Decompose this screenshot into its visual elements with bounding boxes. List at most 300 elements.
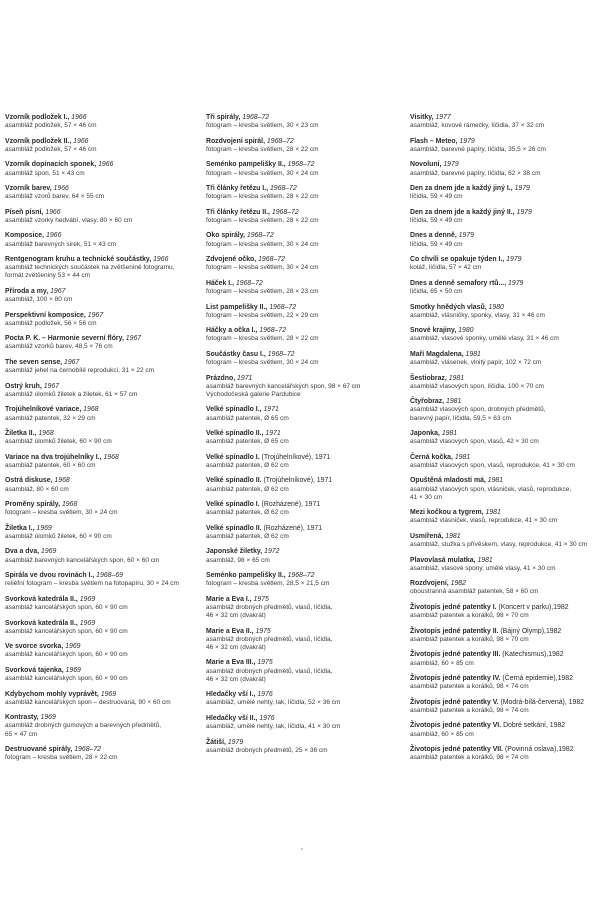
entry-title-line: Den za dnem jde a každý jiný I., 1979: [410, 185, 530, 193]
entry-year: 1968–72: [269, 303, 297, 311]
catalogue-entry: [5, 643, 197, 659]
entry-description: asambláž patentek a korálků, 98 × 74 cm: [410, 754, 529, 762]
entry-year: 1968–72: [259, 327, 287, 335]
catalogue-entry: [206, 209, 406, 225]
entry-year: 1976: [257, 691, 273, 699]
catalogue-entry: [5, 691, 197, 707]
entry-description: asambláž podložek, 56 × 56 cm: [5, 319, 97, 327]
entry-description: asambláž barevných sirek, 51 × 43 cm: [5, 240, 117, 248]
entry-title: Marie a Eva III.: [206, 659, 254, 667]
entry-subtitle: Dobré setkání, 1982: [503, 722, 566, 730]
entry-description: asambláž kancelářských spon, 60 × 90 cm: [5, 604, 128, 612]
entry-title-line: Seménko pampelišky II., 1968–72: [206, 572, 315, 580]
entry-subtitle: (Bájný Olymp),1982: [500, 627, 562, 635]
entry-description: asambláž, vlásenek, vlnitý papír, 102 × 72 cm: [410, 359, 542, 367]
entry-title: Den za dnem jde a každý jiný I.: [410, 185, 511, 193]
entry-title-line: Čtyřobraz, 1981: [410, 398, 462, 406]
entry-description: fotogram – kresba světlem, 28 × 22 cm: [206, 335, 319, 343]
catalogue-entry: [5, 714, 197, 738]
catalogue-entry: [410, 351, 598, 367]
catalogue-entry: [206, 375, 406, 399]
entry-subtitle: (Katechismus),1982: [502, 651, 564, 659]
catalogue-entry: [410, 138, 598, 154]
entry-title-line: Rentgenogram kruhu a technické součástky, 1966: [5, 256, 169, 264]
entry-title: Rozdvojení spirál: [206, 137, 264, 145]
catalogue-entry: [410, 509, 598, 525]
entry-title: Oko spirály: [206, 232, 244, 240]
entry-subtitle: (Povinná oslava),1982: [504, 746, 574, 754]
entry-title-line: Háčky a očka I., 1968–72: [206, 327, 287, 335]
entry-title: Marie a Eva I.: [206, 595, 250, 603]
entry-description: asambláž jehel na černobílé reprodukci, 31 × 22 cm: [5, 367, 155, 375]
entry-title-line: Smotky hnědých vlasů, 1980: [410, 303, 504, 311]
entry-year: 1980: [458, 327, 474, 335]
entry-title-line: Ostrá diskuse, 1968: [5, 477, 70, 485]
entry-title-line: Žiletka II., 1968: [5, 430, 54, 438]
entry-title: Příroda a my: [5, 287, 47, 295]
entry-title-line: Ostrý kruh, 1967: [5, 382, 60, 390]
entry-description: oboustranná asambláž patentek, 58 × 60 cm: [410, 588, 539, 596]
entry-title-line: Prázdno, 1971: [206, 374, 253, 382]
entry-year: 1968–72: [246, 232, 274, 240]
entry-year: 1977: [435, 114, 451, 121]
catalogue-entry: [5, 288, 197, 304]
entry-title: Variace na dva trojúhelníky I.: [5, 453, 100, 461]
catalogue-entry: [206, 232, 406, 248]
catalogue-entry: [206, 628, 406, 652]
entry-description: asambláž patentek a korálků, 98 × 74 cm: [410, 683, 529, 691]
entry-year: 1981: [465, 350, 481, 358]
entry-title: Vzorník podložek II.: [5, 137, 70, 145]
entry-year: 1968: [83, 406, 99, 414]
entry-title-line: Flash – Meteo, 1979: [410, 137, 475, 145]
entry-title: Svorková tajenka: [5, 666, 62, 674]
catalogue-entry: [5, 620, 197, 636]
catalogue-entry: [206, 501, 406, 517]
entry-title-line: Snové krajiny, 1980: [410, 327, 474, 335]
entry-year: 1968: [54, 477, 70, 485]
entry-title: Dnes a denně: [410, 232, 455, 240]
entry-description: asambláž úlomků žiletek, 60 × 90 cm: [5, 532, 112, 540]
entry-description: koláž, líčidla, 57 × 42 cm: [410, 264, 482, 272]
catalogue-entry: [206, 161, 406, 177]
entry-description: 46 × 32 cm (dvakrát): [206, 643, 266, 651]
entry-title: Maří Magdalena: [410, 350, 462, 358]
entry-description: asambláž podložek, 57 × 46 cm: [5, 122, 97, 130]
entry-year: 1968: [103, 453, 119, 461]
catalogue-entry: [410, 232, 598, 248]
entry-title-line: Šestiobraz, 1981: [410, 374, 465, 382]
entry-title-line: Opuštěná mladosti má, 1981: [410, 477, 504, 485]
entry-year: 1981: [448, 374, 465, 382]
entry-year: 1981: [445, 532, 461, 540]
entry-description: fotogram – kresba světlem, 30 × 24 cm: [206, 359, 319, 367]
entry-title: Životopis jedné patentky II.: [410, 627, 499, 635]
entry-year: 1979: [459, 137, 475, 145]
entry-subtitle: (Rozházené), 1971: [263, 524, 323, 532]
entry-title-line: Perspektivní komposice, 1967: [5, 311, 104, 319]
entry-year: 1966: [71, 114, 87, 121]
entry-title-line: [410, 675, 598, 683]
entry-title-line: Hledačky vší II., 1976: [206, 714, 275, 722]
entry-description: asambláž technických součástek na zvětšenině fotogramu,: [5, 264, 175, 272]
page-dot: [301, 848, 303, 850]
entry-title: Velké spínadlo I.: [206, 406, 260, 414]
entry-description: fotogram – kresba světlem, 28 × 22 cm: [206, 193, 319, 201]
entry-year: 1979: [458, 232, 474, 240]
entry-subtitle: (Koncert v parku),1982: [498, 603, 569, 611]
entry-title: Svorková katedrála II.: [5, 619, 76, 627]
entry-title: Destruované spirály: [5, 746, 71, 754]
entry-description: fotogram – kresba světlem, 28 × 23 cm: [206, 288, 319, 296]
entry-title: Den za dnem jde a každý jiný II.: [410, 208, 513, 216]
entry-title: Životopis jedné patentky VII.: [410, 746, 504, 754]
entry-title-line: Proměny spirály, 1968: [5, 501, 78, 509]
entry-title-line: [206, 477, 406, 485]
entry-title-line: Komposice, 1966: [5, 232, 62, 240]
entry-title: Visitky: [410, 114, 432, 121]
entry-description: líčidla, 59 × 49 cm: [410, 240, 463, 248]
entry-year: 1976: [259, 714, 275, 722]
catalogue-entry: [5, 185, 197, 201]
entry-title-line: Rozdvojení, 1982: [410, 580, 466, 588]
entry-description: formát zvětšeniny 53 × 44 cm: [5, 272, 91, 280]
entry-description: fotogram – kresba světlem, 28 × 22 cm: [206, 145, 319, 153]
entry-title: Tři články řetězu I.: [206, 185, 267, 193]
catalogue-entry: [206, 185, 406, 201]
entry-year: 1981: [454, 453, 471, 461]
entry-title-line: Háček I., 1968–72: [206, 279, 263, 287]
entry-title: Plavovlasá mulatka: [410, 556, 474, 564]
entry-title-line: Příroda a my, 1967: [5, 287, 66, 295]
entry-title: Proměny spirály: [5, 501, 59, 509]
entry-title: Životopis jedné patentky I.: [410, 603, 497, 611]
entry-year: 1966: [46, 232, 62, 240]
entry-title-line: Píseň písní, 1966: [5, 208, 61, 216]
entry-description: 41 × 30 cm: [410, 493, 443, 501]
entry-year: 1967: [87, 311, 104, 319]
entry-description: asambláž, barevné papíry, líčidla, 62 × 38 cm: [410, 169, 541, 177]
entry-title-line: Vzorník podložek II., 1966: [5, 137, 89, 145]
entry-title-line: Kontrasty, 1969: [5, 714, 56, 722]
catalogue-entry: [410, 430, 598, 446]
entry-description: asambláž podložek, 57 × 46 cm: [5, 145, 97, 153]
entry-title: Seménko pampelišky II.: [206, 161, 284, 169]
entry-description: asambláž drobných předmětů, vlasů, líčidla,: [206, 667, 333, 675]
catalogue-entry: [5, 477, 197, 493]
entry-year: 1968–72: [74, 746, 102, 754]
entry-description: asambláž patentek a korálků, 98 × 70 cm: [410, 612, 529, 620]
catalogue-entry: [410, 280, 598, 296]
entry-subtitle: (Trojúhelníkové), 1971: [261, 453, 331, 461]
entry-year: 1967: [125, 335, 142, 343]
entry-title: Tři spirály: [206, 114, 239, 121]
entry-title: Vzorník podložek I.: [5, 114, 68, 121]
entry-title: Životopis jedné patentky V.: [410, 698, 499, 706]
entry-description: fotogram – kresba světlem, 28,5 × 21,5 cm: [206, 580, 330, 588]
catalogue-entry: [5, 406, 197, 422]
entry-title-line: Den za dnem jde a každý jiný II., 1979: [410, 208, 532, 216]
entry-subtitle: (Rozházené), 1971: [261, 501, 321, 509]
entry-year: 1971: [237, 374, 253, 382]
catalogue-entry: [410, 557, 598, 573]
entry-year: 1966: [98, 161, 114, 169]
entry-title: Velké spínadlo I.: [206, 453, 260, 461]
entry-title-line: Usmířená, 1981: [410, 532, 461, 540]
entry-description: 46 × 32 cm (dvakrát): [206, 612, 266, 620]
entry-year: 1966: [153, 256, 169, 264]
catalogue-entry: [410, 699, 598, 715]
entry-title-line: Dnes a denně semafory rtů..., 1979: [410, 279, 524, 287]
entry-description: líčidla, 65 × 50 cm: [410, 288, 463, 296]
entry-title-line: Marie a Eva II., 1975: [206, 627, 271, 635]
entry-subtitle: (Trojúhelníkové), 1971: [263, 477, 333, 485]
entry-description: asambláž, 80 × 60 cm: [5, 485, 69, 493]
entry-year: 1968–72: [287, 161, 315, 169]
entry-description: asambláž drobných předmětů, 25 × 36 cm: [206, 746, 328, 754]
entry-description: fotogram – kresba světlem, 30 × 24 cm: [5, 509, 118, 517]
catalogue-entry: [410, 256, 598, 272]
entry-title: Životopis jedné patentky VI.: [410, 722, 502, 730]
catalogue-entry: [206, 256, 406, 272]
entry-year: 1981: [446, 398, 462, 406]
catalogue-entry: [5, 359, 197, 375]
entry-description: asambláž vlásniček, vlasů, reprodukce, 41 × 30 cm: [410, 517, 558, 525]
catalogue-entry: [410, 327, 598, 343]
catalogue-entry: [206, 327, 406, 343]
entry-title-line: Tři spirály, 1968–72: [206, 114, 270, 121]
entry-year: 1969: [79, 619, 96, 627]
entry-title: Životopis jedné patentky IV.: [410, 675, 501, 682]
catalogue-entry: [5, 114, 197, 130]
entry-title: Co chvíli se opakuje týden I.: [410, 256, 503, 264]
entry-title-line: Marie a Eva III., 1975: [206, 659, 273, 667]
catalogue-column-2: [206, 114, 406, 762]
entry-description: asambláž, 100 × 80 cm: [5, 296, 73, 304]
entry-title-line: Svorková katedrála II., 1969: [5, 595, 96, 603]
entry-title-line: Visitky, 1977: [410, 114, 451, 121]
entry-description: asambláž barevných kancelářských spon, 60 × 60 cm: [5, 556, 160, 564]
entry-year: 1971: [263, 406, 279, 414]
entry-description: fotogram – kresba světlem, 30 × 23 cm: [206, 122, 319, 130]
entry-title: Žiletka I.: [5, 524, 33, 532]
catalogue-entry: [410, 477, 598, 501]
entry-title: Součástky času I.: [206, 350, 264, 358]
entry-year: 1969: [79, 595, 96, 603]
entry-year: 1966: [53, 185, 69, 193]
entry-year: 1968–72: [269, 185, 297, 193]
catalogue-entry: [410, 375, 598, 391]
entry-title-line: Maří Magdalena, 1981: [410, 350, 481, 358]
entry-description: asambláž, 98 × 65 cm: [206, 556, 270, 564]
entry-year: 1981: [477, 556, 493, 564]
entry-year: 1971: [265, 430, 281, 438]
entry-title: Dva a dva: [5, 548, 38, 556]
entry-description: asambláž, barevné papíry, líčidla, 35,5 × 26 cm: [410, 145, 546, 153]
catalogue-entry: [5, 232, 197, 248]
entry-year: 1969: [41, 548, 57, 556]
entry-description: asambláž, kovové rámečky, líčidla, 37 × 32 cm: [410, 122, 545, 130]
entry-description: asambláž patentek, 60 × 60 cm: [5, 461, 96, 469]
catalogue-entry: [206, 572, 406, 588]
entry-description: asambláž, umělé nehty, lak, líčidla, 41 × 30 cm: [206, 723, 341, 731]
catalogue-entry: [410, 675, 598, 691]
entry-title: Žátiší: [206, 738, 224, 746]
entry-description: asambláž úlomků žiletek a žiletek, 61 × 57 cm: [5, 390, 138, 398]
catalogue-entry: [410, 722, 598, 738]
entry-title: Usmířená: [410, 532, 442, 540]
entry-title: Pocta P. K. – Harmonie severní flóry: [5, 335, 122, 343]
entry-title: Vzorník dopínacích sponek: [5, 161, 95, 169]
entry-year: 1982: [450, 580, 466, 588]
catalogue-entry: [410, 209, 598, 225]
entry-year: 1966: [45, 208, 61, 216]
entry-year: 1968: [61, 501, 78, 509]
entry-description: líčidla, 59 × 49 cm: [410, 216, 463, 224]
catalogue-entry: [5, 256, 197, 280]
entry-title: Snové krajiny: [410, 327, 455, 335]
entry-description: Východočeská galerie Pardubice: [206, 390, 301, 398]
entry-title: Svorková katedrála II.: [5, 595, 76, 603]
entry-year: 1969: [65, 666, 81, 674]
entry-title-line: Spirála ve dvou rovinách I., 1968–69: [5, 572, 123, 580]
entry-title-line: [410, 651, 598, 659]
entry-description: asambláž patentek, Ø 62 cm: [206, 485, 289, 493]
catalogue-entry: [206, 715, 406, 731]
entry-year: 1967: [43, 382, 60, 390]
entry-year: 1969: [100, 690, 117, 698]
entry-title: Perspektivní komposice: [5, 311, 84, 319]
entry-title-line: [410, 604, 598, 612]
entry-title-line: List pampelišky II., 1968–72: [206, 303, 297, 311]
entry-year: 1969: [36, 524, 52, 532]
entry-title: Rentgenogram kruhu a technické součástky: [5, 256, 150, 264]
catalogue-entry: [206, 430, 406, 446]
entry-title: Háčky a očka I.: [206, 327, 256, 335]
entry-title-line: The seven sense, 1967: [5, 358, 80, 366]
catalogue-entry: [5, 138, 197, 154]
entry-year: 1968: [38, 430, 54, 438]
entry-title: Japonské žiletky: [206, 548, 261, 556]
catalogue-entry: [206, 739, 406, 755]
catalogue-entry: [5, 548, 197, 564]
entry-title-line: Černá kočka, 1981: [410, 453, 471, 461]
entry-description: fotogram – kresba světlem, 28 × 22 cm: [206, 216, 319, 224]
entry-title-line: Tři články řetězu I., 1968–72: [206, 185, 297, 193]
entry-description: asambláž, stužka s přívěskem, vlasy, reprodukce, 41 × 30 cm: [410, 541, 588, 549]
entry-title: Žiletka II.: [5, 430, 35, 438]
catalogue-entry: [206, 548, 406, 564]
catalogue-entry: [410, 746, 598, 762]
entry-year: 1975: [253, 595, 269, 603]
entry-title-line: Vzorník barev, 1966: [5, 185, 69, 193]
catalogue-entry: [206, 454, 406, 470]
entry-title-line: Oko spirály, 1968–72: [206, 232, 274, 240]
entry-title: Velké spínadlo I.: [206, 501, 260, 509]
entry-description: asambláž, umělé nehty, lak, líčidla, 52 × 36 cm: [206, 699, 341, 707]
entry-year: 1979: [227, 738, 244, 746]
entry-title-line: Svorková katedrála II., 1969: [5, 619, 96, 627]
entry-year: 1972: [264, 548, 280, 556]
entry-year: 1981: [485, 509, 501, 517]
entry-description: asambláž patentek a korálků, 98 × 74 cm: [410, 706, 529, 714]
entry-year: 1975: [257, 659, 273, 667]
catalogue-entry: [410, 533, 598, 549]
entry-description: fotogram – kresba světlem, 22 × 29 cm: [206, 311, 319, 319]
entry-title-line: Žátiší, 1979: [206, 738, 244, 746]
catalogue-entry: [410, 398, 598, 422]
entry-year: 1979: [443, 161, 459, 169]
catalogue-entry: [5, 161, 197, 177]
catalogue-entry: [5, 383, 197, 399]
entry-description: asambláž, vlasové sponky, umělé vlasy, 31 × 46 cm: [410, 335, 559, 343]
catalogue-entry: [5, 667, 197, 683]
entry-year: 1968–72: [258, 256, 285, 264]
entry-title: Ostrá diskuse: [5, 477, 51, 485]
entry-description: fotogram – kresba světlem, 30 × 24 cm: [206, 240, 319, 248]
entry-year: 1979: [508, 279, 524, 287]
entry-title: Seménko pampelišky II.: [206, 572, 284, 580]
entry-title: Komposice: [5, 232, 43, 240]
entry-title: Hledačky vší I.: [206, 691, 254, 699]
entry-description: asambláž patentek, Ø 62 cm: [206, 509, 289, 517]
entry-description: barevný papír, líčidla, 59,5 × 63 cm: [410, 414, 511, 422]
entry-description: asambláž vzorů barev, 64 × 55 cm: [5, 193, 105, 201]
entry-title: Smotky hnědých vlasů: [410, 303, 485, 311]
entry-year: 1966: [73, 137, 89, 145]
entry-title-line: Plavovlasá mulatka, 1981: [410, 556, 493, 564]
entry-description: asambláž patentek, 32 × 29 cm: [5, 414, 96, 422]
catalogue-entry: [5, 335, 197, 351]
catalogue-column-1: [5, 114, 197, 770]
entry-title: Zdvojené očko: [206, 256, 255, 264]
catalogue-entry: [5, 430, 197, 446]
entry-title-line: Tři články řetězu II., 1968–72: [206, 208, 299, 216]
entry-year: 1968–69: [96, 572, 123, 580]
catalogue-entry: [410, 580, 598, 596]
entry-title: Kdybychom mohly vyprávět: [5, 690, 97, 698]
entry-description: asambláž vzorky hedvábí, vlasy, 80 × 60 cm: [5, 216, 133, 224]
entry-title: Flash – Meteo: [410, 137, 456, 145]
entry-year: 1969: [65, 643, 81, 651]
entry-year: 1975: [255, 627, 271, 635]
catalogue-entry: [206, 596, 406, 620]
catalogue-entry: [410, 161, 598, 177]
entry-title: Marie a Eva II.: [206, 627, 252, 635]
entry-title-line: Pocta P. K. – Harmonie severní flóry, 1967: [5, 335, 142, 343]
catalogue-entry: [5, 525, 197, 541]
entry-year: 1968–72: [242, 114, 270, 121]
entry-title: Opuštěná mladosti má: [410, 477, 484, 485]
catalogue-entry: [410, 454, 598, 470]
entry-year: 1981: [487, 477, 504, 485]
entry-description: asambláž vlasových spon, drobných předmětů,: [410, 406, 546, 414]
entry-description: fotogram – kresba světlem, 30 × 24 cm: [206, 169, 319, 177]
entry-description: 46 × 32 cm (dvakrát): [206, 675, 266, 683]
entry-title-line: Destruované spirály, 1968–72: [5, 746, 102, 754]
entry-title: Velké spínadlo II.: [206, 430, 262, 438]
entry-title-line: Žiletka I., 1969: [5, 524, 52, 532]
catalogue-entry: [5, 312, 197, 328]
entry-description: asambláž vlasových spon, vlásniček, vlasů, reprodukce,: [410, 485, 572, 493]
entry-title: Černá kočka: [410, 453, 451, 461]
entry-title: Hledačky vší II.: [206, 714, 256, 722]
entry-description: asambláž drobných předmětů, vlasů, líčidla,: [206, 635, 333, 643]
entry-description: asambláž drobných gumových a barevných předmětů,: [5, 722, 162, 730]
entry-title-line: [206, 454, 406, 462]
entry-subtitle: (Černá epidemie),1982: [502, 675, 573, 682]
catalogue-entry: [206, 525, 406, 541]
